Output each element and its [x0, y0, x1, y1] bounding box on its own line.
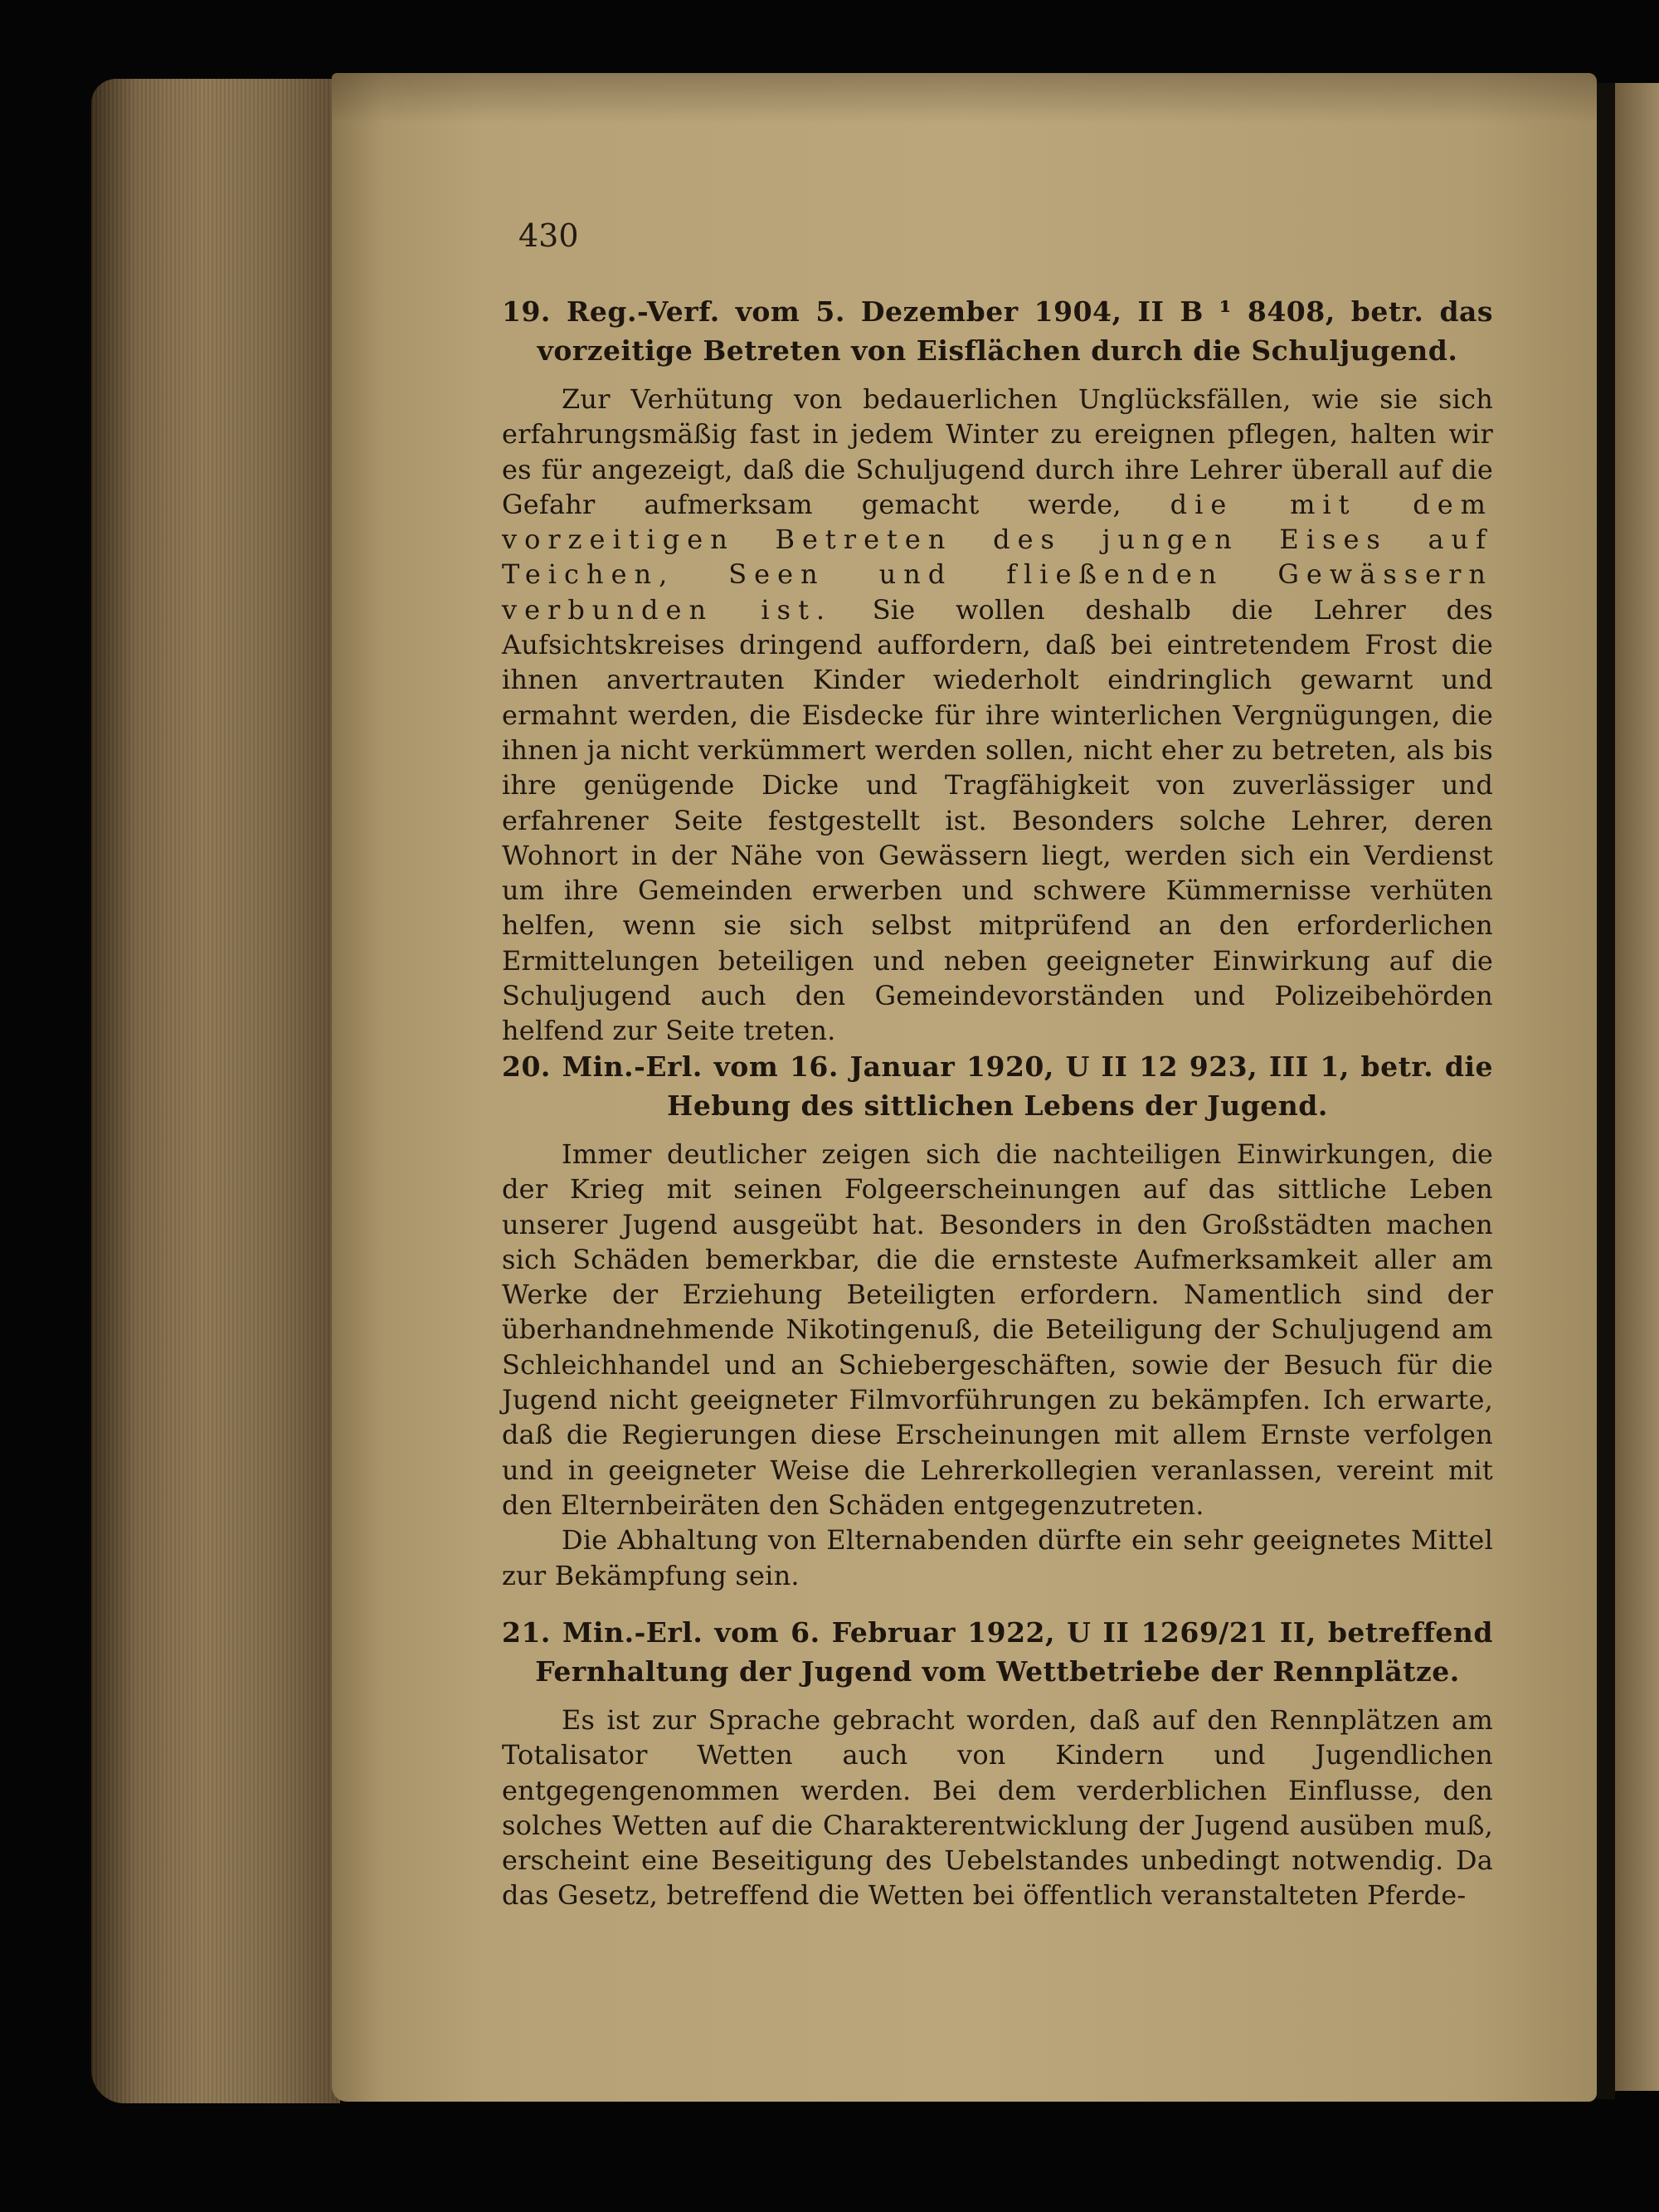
- book-gutter: [1597, 83, 1615, 2099]
- facing-page-edge: [1615, 83, 1659, 2091]
- book-page-edges: [91, 79, 340, 2103]
- section-20: [502, 1047, 1493, 1593]
- section-20-heading: 20. Min.-Erl. vom 16. Januar 1920, U II 12 923, III 1, betr. die Hebung des sittlichen Lebens der Jugend.: [502, 1050, 1493, 1122]
- section-19-body-part-b: Sie wollen deshalb die Lehrer des Aufsichtskreises dringend auffordern, daß bei eintretendem Frost die ihnen anvertrauten Kinder wiederholt eindringlich gewarnt und ermahnt werden, die Eisdecke für ihre winterlichen Vergnügungen, die ihnen ja nicht verkümmert werden sollen, nicht eher zu betreten, als bis ihre genügende Dicke und Tragfähigkeit von zuverlässiger und erfahrener Seite festgestellt ist. Besonders solche Lehrer, deren Wohnort in der Nähe von Gewässern liegt, werden sich ein Verdienst um ihre Gemeinden erwerben und schwere Kümmernisse verhüten helfen, wenn sie sich selbst mitprüfend an den erforderlichen Ermittelungen beteiligen und neben geeigneter Einwirkung auf die Schuljugend auch den Gemeindevorständen und Polizeibehörden helfend zur Seite treten.: [502, 593, 1493, 1047]
- section-21-heading: 21. Min.-Erl. vom 6. Februar 1922, U II 1269/21 II, betreffend Fernhaltung der Jugend vom Wettbetriebe der Rennplätze.: [502, 1616, 1493, 1688]
- section-19: [502, 292, 1493, 1049]
- page-number: 430: [518, 217, 579, 254]
- section-19-body: [502, 382, 1493, 1049]
- section-19-body-spaced: die mit dem vorzeitigen Betreten des jungen Eises auf Teichen, Seen und fließenden Gewässern verbunden ist.: [502, 488, 1493, 626]
- section-19-body-part-a: Zur Verhütung von bedauerlichen Unglücksfällen, wie sie sich erfahrungsmäßig fast in jedem Winter zu ereignen pflegen, halten wir es für angezeigt, daß die Schuljugend durch ihre Lehrer überall auf die Gefahr aufmerksam gemacht werde,: [502, 383, 1493, 520]
- section-21-paragraph-1: Es ist zur Sprache gebracht worden, daß auf den Rennplätzen am Totalisator Wetten auch von Kindern und Jugendlichen entgegengenommen werden. Bei dem verderblichen Einflusse, den solches Wetten auf die Charakterentwicklung der Jugend ausüben muß, erscheint eine Beseitigung des Uebelstandes unbedingt notwendig. Da das Gesetz, betreffend die Wetten bei öffentlich veranstalteten Pferde-: [502, 1704, 1493, 1912]
- section-20-paragraph-2: Die Abhaltung von Elternabenden dürfte ein sehr geeignetes Mittel zur Bekämpfung sein.: [502, 1524, 1493, 1591]
- section-20-paragraph-1: Immer deutlicher zeigen sich die nachteiligen Einwirkungen, die der Krieg mit seinen Folgeerscheinungen auf das sittliche Leben unserer Jugend ausgeübt hat. Besonders in den Großstädten machen sich Schäden bemerkbar, die die ernsteste Aufmerksamkeit aller am Werke der Erziehung Beteiligten erfordern. Namentlich sind der überhandnehmende Nikotingenuß, die Beteiligung der Schuljugend am Schleichhandel und an Schiebergeschäften, sowie der Besuch für die Jugend nicht geeigneter Filmvorführungen zu bekämpfen. Ich erwarte, daß die Regierungen diese Erscheinungen mit allem Ernste verfolgen und in geeigneter Weise die Lehrerkollegien veranlassen, vereint mit den Elternbeiräten den Schäden entgegenzutreten.: [502, 1138, 1493, 1521]
- section-19-heading: 19. Reg.-Verf. vom 5. Dezember 1904, II B ¹ 8408, betr. das vorzeitige Betreten von Eisflächen durch die Schuljugend.: [502, 295, 1493, 367]
- page-shadow: [332, 73, 1597, 123]
- section-21: [502, 1613, 1493, 1913]
